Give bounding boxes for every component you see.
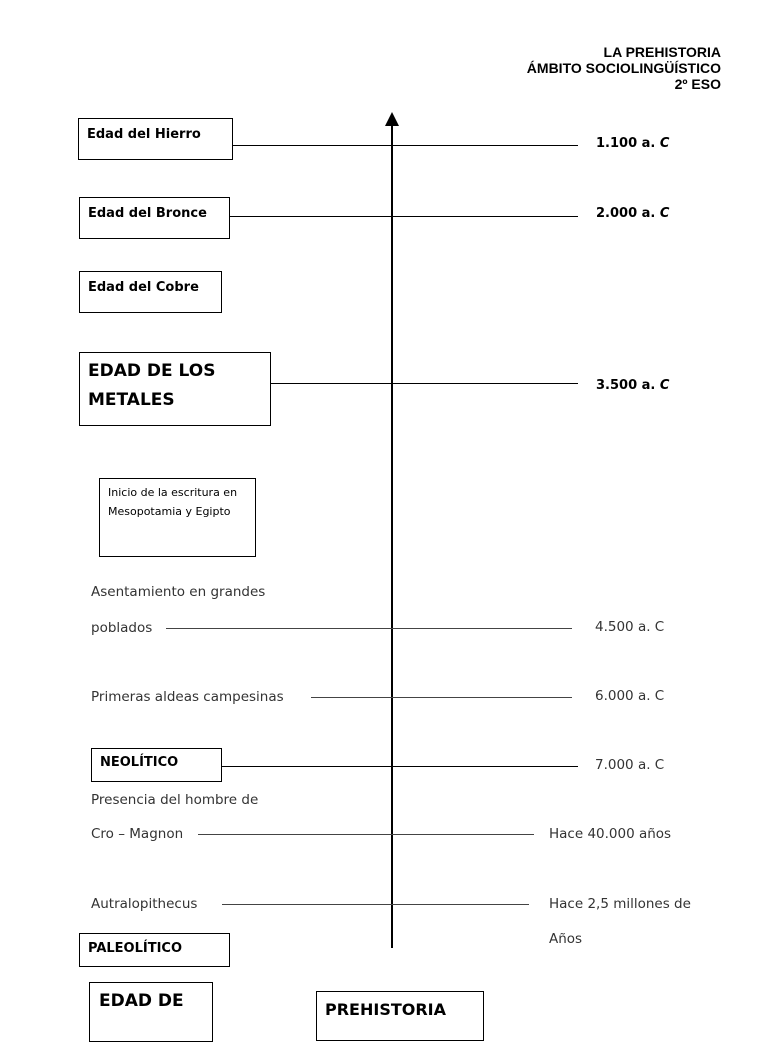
date-40000: Hace 40.000 años: [549, 826, 672, 842]
connector-asentamiento: [166, 628, 572, 629]
connector-bronce: [230, 216, 578, 217]
date-4500: 4.500 a. C: [595, 619, 665, 635]
event-cromagnon-line1: Presencia del hombre de: [91, 792, 259, 808]
date-7000: 7.000 a. C: [595, 757, 665, 773]
connector-neolitico: [222, 766, 578, 767]
header-subject: ÁMBITO SOCIOLINGÜÍSTICO: [526, 60, 721, 76]
event-asentamiento-line1: Asentamiento en grandes: [91, 584, 266, 600]
date-2000-c: C: [659, 206, 670, 221]
connector-aldeas: [311, 697, 572, 698]
event-aldeas: Primeras aldeas campesinas: [91, 689, 284, 705]
date-3500-c: C: [659, 378, 670, 393]
event-asentamiento-line2: poblados: [91, 620, 153, 636]
document-header: [527, 44, 721, 92]
date-2000: [596, 206, 669, 221]
date-3500: [596, 378, 669, 393]
date-1100-c: C: [659, 136, 670, 151]
date-1100-value: 1.100 a.: [596, 136, 656, 151]
connector-hierro: [233, 145, 578, 146]
date-3500-value: 3.500 a.: [596, 378, 656, 393]
header-title: LA PREHISTORIA: [603, 44, 721, 60]
event-australopithecus: Autralopithecus: [91, 896, 198, 912]
box-neolitico: NEOLÍTICO: [91, 748, 222, 782]
box-edad-de: [89, 982, 213, 1042]
date-25m-line2: Años: [549, 931, 583, 947]
box-inicio-escritura: Inicio de la escritura en Mesopotamia y Egipto: [99, 478, 256, 557]
box-edad-hierro: Edad del Hierro: [78, 118, 233, 160]
box-edad-cobre: Edad del Cobre: [79, 271, 222, 313]
connector-metales: [271, 383, 578, 384]
timeline-axis: [391, 124, 393, 948]
box-edad-de-label: EDAD DE: [99, 991, 184, 1011]
header-course: 2º ESO: [674, 76, 721, 92]
box-paleolitico: PALEOLÍTICO: [79, 933, 230, 967]
connector-australopithecus: [222, 904, 529, 905]
event-cromagnon-line2: Cro – Magnon: [91, 826, 184, 842]
connector-cromagnon: [198, 834, 534, 835]
date-25m-line1: Hace 2,5 millones de: [549, 896, 691, 912]
box-prehistoria-label: PREHISTORIA: [325, 1000, 447, 1019]
date-1100: [596, 136, 669, 151]
date-2000-value: 2.000 a.: [596, 206, 656, 221]
box-prehistoria: [316, 991, 484, 1041]
box-edad-bronce: Edad del Bronce: [79, 197, 230, 239]
box-edad-metales: EDAD DE LOS METALES: [79, 352, 271, 426]
date-6000: 6.000 a. C: [595, 688, 665, 704]
